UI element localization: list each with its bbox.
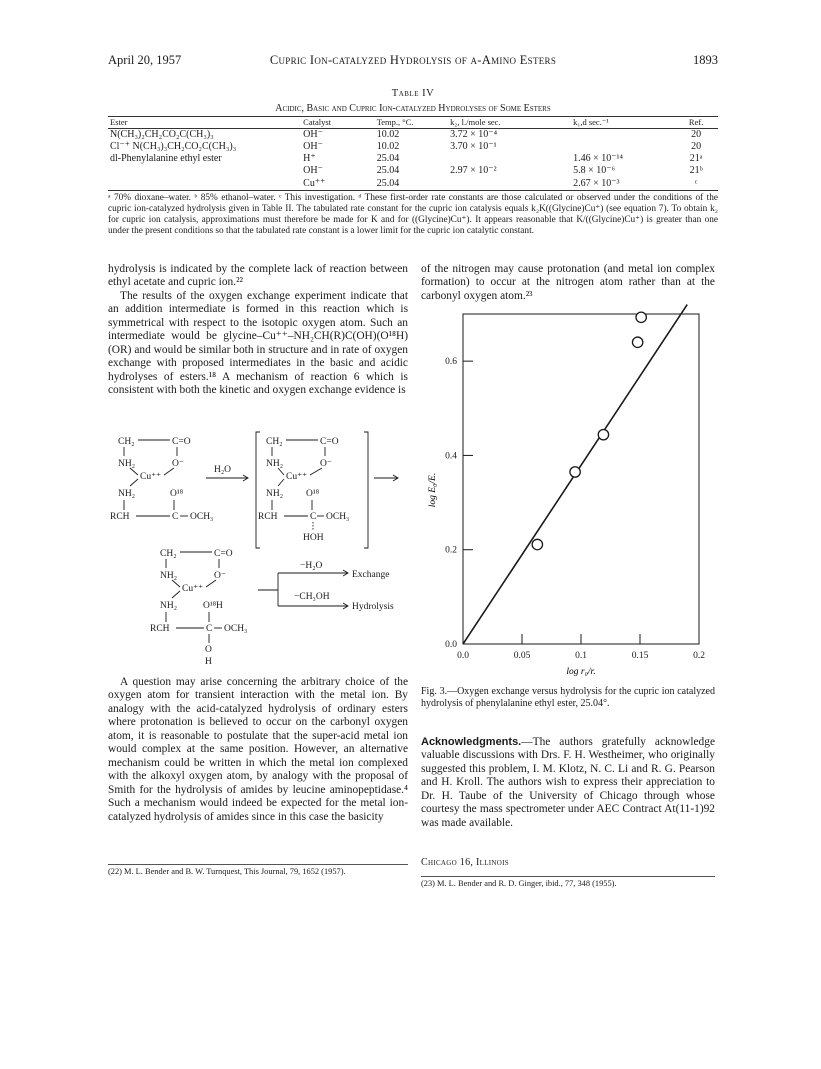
header-temp: Temp., °C. [375, 117, 448, 129]
y-tick-label: 0.2 [445, 545, 457, 556]
left-column-lower-text [108, 676, 408, 824]
bond [130, 468, 138, 475]
cell-k2: 2.97 × 10⁻² [450, 165, 497, 177]
label-co: C=O [172, 437, 191, 447]
paragraph: The results of the oxygen exchange experiment indicate that an addition intermediate is formed in this reaction which is symmetrical with respect to the isotopic oxygen atom. Such an intermediate would be glycine–Cu⁺⁺–NH₂CH(R)C(OH)(O¹⁸H)(OR) and would be similar both in structure and in rate of oxygen exchange with proposed intermediates in the basic and acidic hydrolyses of esters.¹⁸ A mechanism of reaction 6 which is consistent with both the kinetic and oxygen exchange evidence is [108, 289, 408, 397]
page-number: 1893 [693, 53, 718, 67]
label-o-minus: O⁻ [214, 571, 226, 581]
label-och3: OCH₃ [224, 624, 248, 634]
data-point [636, 312, 646, 322]
table-caption: Table IV [391, 88, 435, 99]
cell-k2 [448, 178, 571, 191]
table-footnote: ᵃ 70% dioxane–water. ᵇ 85% ethanol–water. ᶜ This investigation. ᵈ These first-order rate constants are those calculated or observed under the conditions of the cupric ion-catalyzed hydrolysis given in Table II. The tabulated rate constant for the cupric ion catalysis equals k₂K((Glycine)Cu⁺) (see equation 7). To obtain k₂ for cupric ion catalysis, approximations must therefore be made for K and for ((Glycine)Cu⁺). It appears reasonable that K/((Glycine)Cu⁺) is greater than one under the present conditions so that the tabulated rate constant is a lower limit for the cupric ion catalytic constant. [108, 192, 718, 236]
header-k1: k₁,d sec.⁻¹ [571, 117, 674, 129]
label-cu: Cu⁺⁺ [182, 584, 204, 594]
paragraph: of the nitrogen may cause protonation (and metal ion complex formation) to occur at the nitrogen atom rather than at the carbonyl oxygen atom.²³ [421, 263, 715, 302]
cell-temp: 25.04 [376, 153, 400, 165]
bond [172, 591, 180, 598]
label-ch2: CH₂ [160, 549, 177, 559]
cell-k2: 3.72 × 10⁻⁴ [450, 128, 498, 140]
label-o18h: O¹⁸H [203, 601, 223, 611]
ack-heading: Acknowledgments. [421, 736, 522, 748]
cell-ester: N(CH₃)₂CH₂CO₂C(CH₃)₃ [110, 128, 214, 140]
y-tick-label: 0.6 [445, 357, 457, 368]
label-c: C [172, 512, 179, 522]
cell-k1: 1.46 × 10⁻¹⁴ [573, 153, 624, 165]
acknowledgments [421, 736, 715, 830]
label-c: C [206, 624, 213, 634]
bond [206, 580, 216, 587]
reaction-mechanism-scheme [108, 428, 413, 668]
issue-date: April 20, 1957 [108, 53, 182, 67]
bond [278, 479, 284, 486]
bond [164, 468, 174, 475]
cell-k1 [571, 141, 674, 153]
cell-catalyst: Cu⁺⁺ [291, 178, 375, 191]
bracket-left [256, 432, 260, 548]
footnote-23: (23) M. L. Bender and R. D. Ginger, ibid., 77, 348 (1955). [421, 876, 715, 888]
data-point [632, 337, 642, 347]
x-axis-label: log r₀/r. [566, 667, 596, 677]
running-title: Cupric Ion-catalyzed Hydrolysis of α-Amino Esters [269, 53, 557, 67]
label-hydrolysis: Hydrolysis [352, 602, 394, 612]
tick-labels [445, 357, 705, 661]
cell-ester: dl-Phenylalanine ethyl ester [110, 153, 222, 165]
cell-temp: 25.04 [376, 165, 400, 177]
label-hoh: HOH [303, 533, 324, 543]
cell-catalyst: OH⁻ [303, 128, 323, 140]
bracket-right [364, 432, 368, 548]
cell-k2: 3.70 × 10⁻¹ [450, 141, 497, 153]
x-tick-label: 0.15 [631, 651, 649, 661]
label-nh2: NH₂ [160, 571, 178, 581]
label-rch: RCH [258, 512, 278, 522]
bond [172, 580, 180, 587]
table-row [108, 178, 718, 191]
label-nh2: NH₂ [160, 601, 178, 611]
y-axis-label: log E₀/E. [428, 472, 438, 508]
header-k2: k₂, l./mole sec. [448, 117, 571, 129]
cell-k2 [448, 153, 571, 165]
cell-ref: 20 [691, 128, 702, 140]
label-nh2: NH₂ [118, 459, 136, 469]
table-row [108, 153, 718, 165]
left-column-text [108, 263, 408, 398]
label-ch2: CH₂ [266, 437, 283, 447]
label-nh2: NH₂ [118, 489, 136, 499]
cell-temp: 25.04 [375, 178, 448, 191]
table-row [108, 128, 718, 141]
affiliation-place: Chicago 16, Illinois [421, 857, 509, 868]
label-o-minus: O⁻ [172, 459, 184, 469]
label-o: O [205, 645, 212, 655]
data-point [598, 429, 608, 439]
cell-ref: ᶜ [674, 178, 718, 191]
axis-ticks [463, 361, 699, 644]
figure-caption: Fig. 3.—Oxygen exchange versus hydrolysis for the cupric ion catalyzed hydrolysis of phenylalanine ethyl ester, 25.04°. [421, 686, 715, 710]
cell-catalyst: H⁺ [303, 153, 316, 165]
label-minus-h2o: −H₂O [300, 561, 323, 571]
x-tick-label: 0.2 [693, 651, 705, 661]
label-nh2: NH₂ [266, 459, 284, 469]
label-o-minus: O⁻ [320, 459, 332, 469]
table-row [108, 165, 718, 177]
label-cu: Cu⁺⁺ [140, 472, 162, 482]
label-cu: Cu⁺⁺ [286, 472, 308, 482]
label-h2o: H₂O [214, 465, 232, 475]
label-o18: O¹⁸ [170, 489, 184, 499]
cell-catalyst: OH⁻ [303, 141, 323, 153]
x-tick-label: 0.0 [457, 651, 469, 661]
label-rch: RCH [110, 512, 130, 522]
data-point [570, 467, 580, 477]
label-h: H [205, 657, 212, 667]
bond [130, 479, 138, 486]
table-subtitle: Acidic, Basic and Cupric Ion-catalyzed Hydrolyses of Some Esters [275, 103, 551, 114]
cell-temp: 10.02 [376, 128, 400, 140]
cell-k1: 5.8 × 10⁻⁶ [573, 165, 616, 177]
cell-ref: 20 [691, 141, 702, 153]
ack-text: —The authors gratefully acknowledge valuable discussions with Drs. F. H. Westheimer, who originally suggested this problem, I. M. Klotz, N. C. Li and R. G. Pearson and H. Kroll. The authors wish to express their appreciation to Dr. H. Taube of the University of Chicago through whose courtesy the mass spectrometer under AEC Contract At(11-1)92 was made available. [421, 736, 715, 829]
paragraph: hydrolysis is indicated by the complete lack of reaction between ethyl acetate and cupric ion.²² [108, 263, 408, 289]
x-tick-label: 0.05 [513, 651, 531, 661]
cell-catalyst: OH⁻ [303, 165, 323, 177]
header-ref: Ref. [674, 117, 718, 129]
label-o18: O¹⁸ [306, 489, 320, 499]
data-point [532, 539, 542, 549]
label-minus-ch3oh: −CH₃OH [294, 592, 330, 602]
label-co: C=O [214, 549, 233, 559]
label-nh2: NH₂ [266, 489, 284, 499]
header-catalyst: Catalyst [291, 117, 375, 129]
cell-k1: 2.67 × 10⁻³ [571, 178, 674, 191]
label-och3: OCH₃ [326, 512, 350, 522]
bond [310, 468, 322, 475]
footnote-22: (22) M. L. Bender and B. W. Turnquest, This Journal, 79, 1652 (1957). [108, 864, 408, 877]
rate-constants-table [108, 116, 718, 191]
bond [278, 468, 284, 475]
header-ester: Ester [108, 117, 291, 129]
label-exchange: Exchange [352, 570, 390, 580]
label-c: C [310, 512, 317, 522]
table-row [108, 141, 718, 153]
figure-3-graph [421, 300, 711, 686]
table-header-row [108, 117, 718, 129]
y-tick-label: 0.0 [445, 640, 457, 650]
running-header [108, 53, 718, 69]
right-column-text [421, 263, 715, 303]
x-tick-label: 0.1 [575, 651, 587, 661]
plot-frame [463, 314, 699, 644]
cell-ester: Cl⁻⁺ N(CH₃)₃CH₂CO₂C(CH₃)₃ [110, 141, 237, 153]
label-co: C=O [320, 437, 339, 447]
label-rch: RCH [150, 624, 170, 634]
cell-ester [108, 178, 291, 191]
label-ch2: CH₂ [118, 437, 135, 447]
paragraph: A question may arise concerning the arbitrary choice of the oxygen atom for transient interaction with the metal ion. By analogy with the acid-catalyzed hydrolysis of ordinary esters where protonation is believed to occur on the carbonyl oxygen atom, it is reasonable to postulate that the super-acid metal ion would complex at the same position. However, an alternative mechanism could be written in which the metal ion complexed with the alkoxyl oxygen atom, by analogy with the proposal of Smith for the hydrolysis of amides by leucine aminopeptidase.⁴ Such a mechanism would indeed be expected for the metal ion-catalyzed hydrolysis of amides since in this case the basicity [108, 676, 408, 823]
cell-ref: 21ᵇ [689, 165, 703, 177]
cell-k1 [571, 128, 674, 141]
label-och3: OCH₃ [190, 512, 214, 522]
y-tick-label: 0.4 [445, 451, 457, 462]
table-iv [108, 88, 718, 237]
cell-ref: 21ᵃ [689, 153, 703, 165]
cell-ester [108, 165, 291, 177]
cell-temp: 10.02 [376, 141, 400, 153]
